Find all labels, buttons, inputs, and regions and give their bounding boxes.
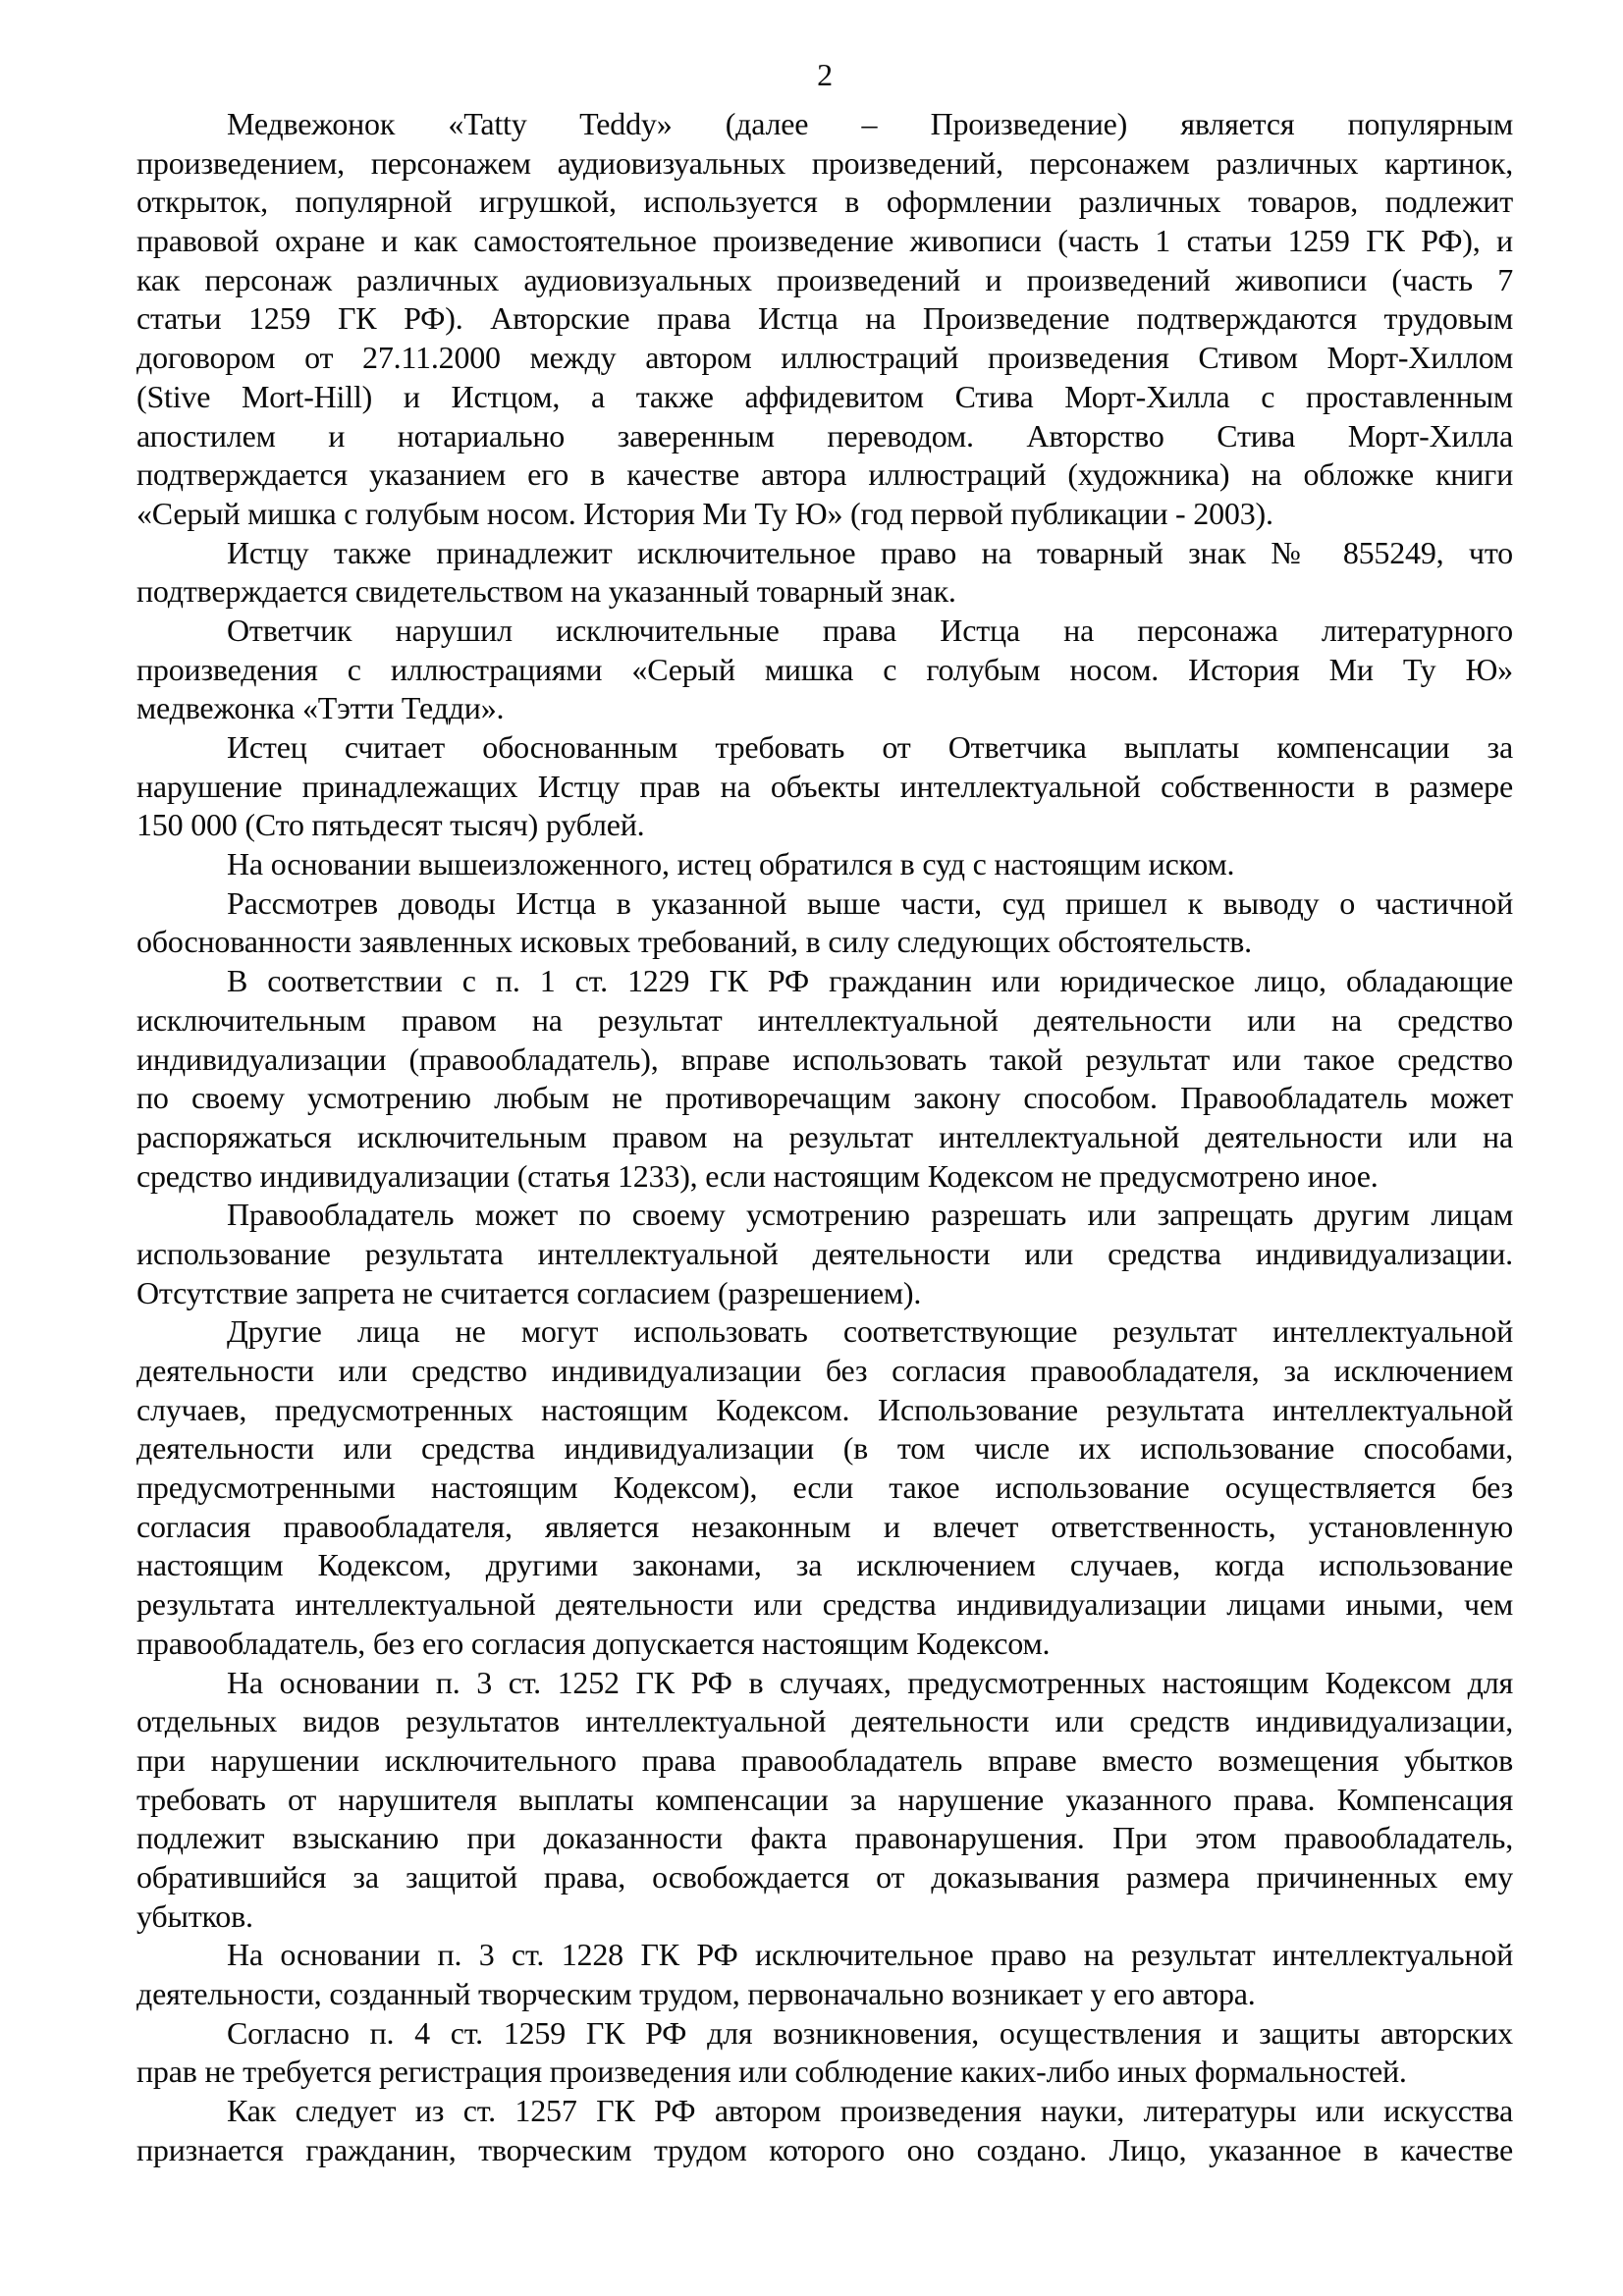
- text-line: использование результата интеллектуальной деятельности или средства индивидуализации.: [136, 1235, 1513, 1271]
- paragraph: [136, 1196, 1513, 1312]
- paragraph: [136, 962, 1513, 1196]
- text-line: Отсутствие запрета не считается согласием (разрешением).: [136, 1274, 922, 1310]
- text-line: обоснованности заявленных исковых требований, в силу следующих обстоятельств.: [136, 924, 1252, 960]
- text-line: согласия правообладателя, является незаконным и влечет ответственность, установленную: [136, 1508, 1513, 1544]
- text-line: подтверждается свидетельством на указанный товарный знак.: [136, 573, 956, 610]
- text-line: как персонаж различных аудиовизуальных произведений и произведений живописи (часть 7: [136, 261, 1513, 297]
- text-line: медвежонка «Тэтти Тедди».: [136, 690, 505, 726]
- paragraph: [136, 884, 1513, 962]
- text-line: Согласно п. 4 ст. 1259 ГК РФ для возникновения, осуществления и защиты авторских: [227, 2014, 1513, 2051]
- text-line: статьи 1259 ГК РФ). Авторские права Истца на Произведение подтверждаются трудовым: [136, 300, 1513, 337]
- paragraph: [136, 728, 1513, 845]
- paragraph: [136, 845, 1513, 884]
- text-line: нарушение принадлежащих Истцу прав на объекты интеллектуальной собственности в размере: [136, 768, 1513, 804]
- text-line: Истец считает обоснованным требовать от Ответчика выплаты компенсации за: [227, 729, 1513, 765]
- text-line: при нарушении исключительного права правообладатель вправе вместо возмещения убытков: [136, 1741, 1513, 1778]
- text-line: договором от 27.11.2000 между автором иллюстраций произведения Стивом Морт-Хиллом: [136, 340, 1513, 376]
- text-line: признается гражданин, творческим трудом которого оно создано. Лицо, указанное в качестве: [136, 2131, 1513, 2167]
- text-line: исключительным правом на результат интеллектуальной деятельности или на средство: [136, 1001, 1513, 1038]
- text-line: обратившийся за защитой права, освобождается от доказывания размера причиненных ему: [136, 1858, 1513, 1895]
- text-line: индивидуализации (правообладатель), вправе использовать такой результат или такое средство: [136, 1041, 1513, 1077]
- text-line: отдельных видов результатов интеллектуальной деятельности или средств индивидуализации,: [136, 1703, 1513, 1739]
- paragraph: [136, 2014, 1513, 2092]
- text-line: На основании п. 3 ст. 1252 ГК РФ в случаях, предусмотренных настоящим Кодексом для: [227, 1664, 1513, 1700]
- text-line: предусмотренными настоящим Кодексом), если такое использование осуществляется без: [136, 1469, 1513, 1506]
- text-line: открыток, популярной игрушкой, используется в оформлении различных товаров, подлежит: [136, 184, 1513, 220]
- text-line: Истцу также принадлежит исключительное право на товарный знак № 855249, что: [227, 534, 1513, 570]
- paragraph: [136, 1312, 1513, 1663]
- paragraph: [136, 612, 1513, 728]
- text-line: результата интеллектуальной деятельности или средства индивидуализации лицами иными, чем: [136, 1586, 1513, 1623]
- text-line: по своему усмотрению любым не противоречащим закону способом. Правообладатель может: [136, 1080, 1513, 1116]
- text-line: распоряжаться исключительным правом на результат интеллектуальной деятельности или на: [136, 1118, 1513, 1154]
- paragraph: [136, 2092, 1513, 2169]
- text-line: деятельности, созданный творческим трудом, первоначально возникает у его автора.: [136, 1976, 1256, 2011]
- text-line: Медвежонок «Tatty Teddy» (далее – Произведение) является популярным: [227, 106, 1513, 141]
- text-line: правообладатель, без его согласия допускается настоящим Кодексом.: [136, 1625, 1051, 1661]
- text-line: Рассмотрев доводы Истца в указанной выше части, суд пришел к выводу о частичной: [227, 884, 1513, 921]
- text-line: (Stive Mort-Hill) и Истцом, а также аффидевитом Стива Морт-Хилла с проставленным: [136, 378, 1513, 414]
- text-line: подтверждается указанием его в качестве автора иллюстраций (художника) на обложке книги: [136, 456, 1513, 493]
- document-body: [136, 105, 1513, 2169]
- text-line: правовой охране и как самостоятельное произведение живописи (часть 1 статьи 1259 ГК РФ), и: [136, 223, 1513, 259]
- text-line: подлежит взысканию при доказанности факта правонарушения. При этом правообладатель,: [136, 1820, 1513, 1856]
- text-line: убытков.: [136, 1897, 253, 1934]
- text-line: На основании п. 3 ст. 1228 ГК РФ исключительное право на результат интеллектуальной: [227, 1937, 1513, 1973]
- text-line: Правообладатель может по своему усмотрению разрешать или запрещать другим лицам: [227, 1197, 1513, 1233]
- paragraph: [136, 1664, 1513, 1937]
- text-line: Как следует из ст. 1257 ГК РФ автором произведения науки, литературы или искусства: [227, 2093, 1513, 2129]
- text-line: «Серый мишка с голубым носом. История Ми Ту Ю» (год первой публикации - 2003).: [136, 495, 1273, 531]
- paragraph: [136, 1936, 1513, 2013]
- text-line: деятельности или средство индивидуализации без согласия правообладателя, за исключением: [136, 1353, 1513, 1388]
- text-line: прав не требуется регистрация произведения или соблюдение каких-либо иных формальностей.: [136, 2054, 1407, 2090]
- text-line: средство индивидуализации (статья 1233), если настоящим Кодексом не предусмотрено иное.: [136, 1157, 1379, 1194]
- text-line: Ответчик нарушил исключительные права Истца на персонажа литературного: [227, 612, 1513, 648]
- text-line: произведением, персонажем аудиовизуальных произведений, персонажем различных картинок,: [136, 144, 1513, 181]
- text-line: 150 000 (Сто пятьдесят тысяч) рублей.: [136, 807, 645, 843]
- page-number: 2: [817, 57, 833, 92]
- text-line: На основании вышеизложенного, истец обратился в суд с настоящим иском.: [227, 846, 1235, 882]
- paragraph: [136, 534, 1513, 612]
- text-line: апостилем и нотариально заверенным переводом. Авторство Стива Морт-Хилла: [136, 417, 1513, 454]
- paragraph: [136, 105, 1513, 534]
- text-line: Другие лица не могут использовать соответствующие результат интеллектуальной: [227, 1313, 1513, 1350]
- text-line: деятельности или средства индивидуализации (в том числе их использование способами,: [136, 1430, 1513, 1467]
- text-line: требовать от нарушителя выплаты компенсации за нарушение указанного права. Компенсация: [136, 1781, 1513, 1817]
- text-line: настоящим Кодексом, другими законами, за исключением случаев, когда использование: [136, 1547, 1513, 1583]
- text-line: произведения с иллюстрациями «Серый мишка с голубым носом. История Ми Ту Ю»: [136, 651, 1513, 687]
- text-line: случаев, предусмотренных настоящим Кодексом. Использование результата интеллектуальной: [136, 1391, 1513, 1427]
- text-line: В соответствии с п. 1 ст. 1229 ГК РФ гражданин или юридическое лицо, обладающие: [227, 963, 1513, 999]
